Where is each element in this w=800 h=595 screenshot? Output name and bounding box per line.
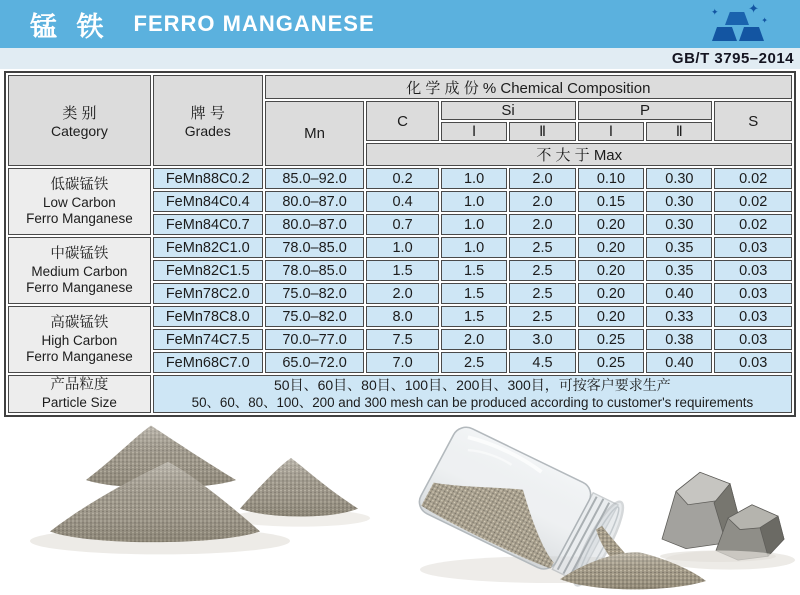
mn-cell: 75.0–82.0 [265, 306, 365, 327]
si2-cell: 2.5 [509, 260, 575, 281]
table-row [8, 237, 792, 258]
col-header-p: P [578, 101, 713, 120]
page-title-en: FERRO MANGANESE [133, 11, 375, 36]
s-cell: 0.03 [714, 352, 792, 373]
s-cell: 0.03 [714, 237, 792, 258]
mn-cell: 80.0–87.0 [265, 191, 365, 212]
p2-cell: 0.40 [646, 283, 712, 304]
s-cell: 0.03 [714, 306, 792, 327]
mn-cell: 85.0–92.0 [265, 168, 365, 189]
si2-cell: 2.0 [509, 191, 575, 212]
s-cell: 0.02 [714, 214, 792, 235]
c-cell: 0.2 [366, 168, 438, 189]
table-row [8, 168, 792, 189]
p1-cell: 0.20 [578, 283, 645, 304]
ingots-sparkle-icon [711, 1, 768, 45]
category-cell-low-carbon: 低碳锰铁 Low Carbon Ferro Manganese [8, 168, 151, 235]
col-header-category-cn: 类 别 [62, 105, 97, 122]
p1-cell: 0.20 [578, 214, 645, 235]
product-photos [0, 417, 800, 595]
sparkle-icon: ✦ [748, 1, 759, 16]
col-header-si-grade-2: Ⅱ [509, 122, 575, 141]
col-header-s: S [714, 101, 792, 141]
s-cell: 0.02 [714, 168, 792, 189]
col-header-chemical-composition: 化 学 成 份 % Chemical Composition [265, 75, 792, 99]
p2-cell: 0.40 [646, 352, 712, 373]
ingot-left-icon [712, 27, 737, 41]
p1-cell: 0.15 [578, 191, 645, 212]
si2-cell: 2.0 [509, 214, 575, 235]
p2-cell: 0.30 [646, 191, 712, 212]
col-header-c: C [366, 101, 438, 141]
p2-cell: 0.33 [646, 306, 712, 327]
col-header-mn: Mn [265, 101, 365, 166]
si2-cell: 3.0 [509, 329, 575, 350]
page-title-cn: 锰 铁 [30, 11, 110, 42]
si1-cell: 1.5 [441, 306, 508, 327]
col-header-grades-cn: 牌 号 [190, 105, 225, 122]
spec-table-wrap [0, 69, 800, 417]
si2-cell: 4.5 [509, 352, 575, 373]
mn-cell: 78.0–85.0 [265, 260, 365, 281]
p1-cell: 0.20 [578, 306, 645, 327]
powder-piles-photo [0, 417, 400, 595]
si2-cell: 2.0 [509, 168, 575, 189]
mn-cell: 75.0–82.0 [265, 283, 365, 304]
mn-cell: 80.0–87.0 [265, 214, 365, 235]
c-cell: 7.5 [366, 329, 438, 350]
c-cell: 0.4 [366, 191, 438, 212]
standard-strip [0, 48, 800, 69]
s-cell: 0.03 [714, 329, 792, 350]
ingot-top-icon [725, 12, 749, 25]
sparkle-icon: ✦ [761, 16, 768, 25]
s-cell: 0.03 [714, 283, 792, 304]
p2-cell: 0.38 [646, 329, 712, 350]
p1-cell: 0.20 [578, 237, 645, 258]
standard-number: GB/T 3795–2014 [671, 50, 794, 67]
p2-cell: 0.35 [646, 237, 712, 258]
s-cell: 0.03 [714, 260, 792, 281]
s-cell: 0.02 [714, 191, 792, 212]
col-header-max: 不 大 于 Max [366, 143, 792, 166]
category-cell-medium-carbon: 中碳锰铁 Medium Carbon Ferro Manganese [8, 237, 151, 304]
ingot-right-icon [739, 27, 764, 41]
si2-cell: 2.5 [509, 306, 575, 327]
grade-cell: FeMn84C0.4 [153, 191, 263, 212]
si1-cell: 1.0 [441, 168, 508, 189]
particle-size-row [8, 375, 792, 413]
si1-cell: 2.5 [441, 352, 508, 373]
col-header-grades-en: Grades [184, 123, 231, 139]
title-banner [0, 0, 800, 48]
grade-cell: FeMn68C7.0 [153, 352, 263, 373]
si1-cell: 1.5 [441, 283, 508, 304]
col-header-si: Si [441, 101, 576, 120]
sparkle-icon: ✦ [711, 7, 719, 17]
si1-cell: 1.0 [441, 237, 508, 258]
grade-cell: FeMn82C1.0 [153, 237, 263, 258]
c-cell: 1.5 [366, 260, 438, 281]
jar-and-lumps-photo [400, 417, 800, 595]
header-row-composition [8, 75, 792, 99]
col-header-p-grade-1: Ⅰ [578, 122, 645, 141]
p2-cell: 0.35 [646, 260, 712, 281]
c-cell: 0.7 [366, 214, 438, 235]
c-cell: 2.0 [366, 283, 438, 304]
mn-cell: 78.0–85.0 [265, 237, 365, 258]
c-cell: 8.0 [366, 306, 438, 327]
col-header-p-grade-2: Ⅱ [646, 122, 712, 141]
col-header-si-grade-1: Ⅰ [441, 122, 508, 141]
si1-cell: 1.0 [441, 191, 508, 212]
mn-cell: 70.0–77.0 [265, 329, 365, 350]
si2-cell: 2.5 [509, 237, 575, 258]
c-cell: 1.0 [366, 237, 438, 258]
mn-cell: 65.0–72.0 [265, 352, 365, 373]
particle-size-value-cell: 50目、60目、80目、100目、200目、300目，可按客户要求生产 50、60、80、100、200 and 300 mesh can be produced according to customer's requirements [153, 375, 792, 413]
col-header-grades [153, 75, 263, 166]
p2-cell: 0.30 [646, 168, 712, 189]
si2-cell: 2.5 [509, 283, 575, 304]
p2-cell: 0.30 [646, 214, 712, 235]
grade-cell: FeMn84C0.7 [153, 214, 263, 235]
si1-cell: 2.0 [441, 329, 508, 350]
c-cell: 7.0 [366, 352, 438, 373]
spec-table [4, 71, 796, 417]
col-header-category [8, 75, 151, 166]
grade-cell: FeMn88C0.2 [153, 168, 263, 189]
p1-cell: 0.10 [578, 168, 645, 189]
category-cell-high-carbon: 高碳锰铁 High Carbon Ferro Manganese [8, 306, 151, 373]
grade-cell: FeMn78C8.0 [153, 306, 263, 327]
col-header-category-en: Category [51, 123, 108, 139]
grade-cell: FeMn78C2.0 [153, 283, 263, 304]
p1-cell: 0.20 [578, 260, 645, 281]
p1-cell: 0.25 [578, 329, 645, 350]
si1-cell: 1.5 [441, 260, 508, 281]
grade-cell: FeMn82C1.5 [153, 260, 263, 281]
particle-size-label-cell: 产品粒度 Particle Size [8, 375, 151, 413]
table-row [8, 306, 792, 327]
p1-cell: 0.25 [578, 352, 645, 373]
grade-cell: FeMn74C7.5 [153, 329, 263, 350]
si1-cell: 1.0 [441, 214, 508, 235]
